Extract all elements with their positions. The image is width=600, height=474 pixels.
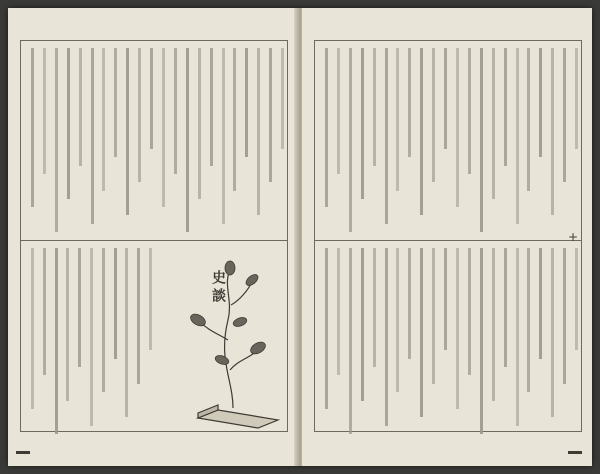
text-column xyxy=(90,248,93,426)
text-column xyxy=(504,248,507,367)
text-column xyxy=(150,48,153,149)
text-column xyxy=(102,248,105,392)
text-column xyxy=(408,248,411,359)
section-heading: 史談 xyxy=(210,270,226,306)
text-column xyxy=(138,48,141,182)
text-column xyxy=(361,48,364,199)
text-column xyxy=(174,48,177,174)
text-column xyxy=(91,48,94,224)
text-column xyxy=(361,248,364,401)
left-lower-text-block xyxy=(26,248,156,434)
text-column xyxy=(527,48,530,191)
left-upper-text-block xyxy=(26,48,288,232)
text-column xyxy=(551,248,554,417)
text-column xyxy=(55,48,58,232)
right-page-mark xyxy=(568,451,582,454)
text-column xyxy=(325,48,328,207)
text-column xyxy=(281,48,284,149)
text-column xyxy=(126,48,129,215)
text-column xyxy=(420,48,423,215)
text-column xyxy=(575,248,578,350)
text-column xyxy=(575,48,578,149)
text-column xyxy=(444,48,447,149)
text-column xyxy=(539,48,542,157)
text-column xyxy=(385,248,388,426)
text-column xyxy=(114,48,117,157)
text-column xyxy=(349,248,352,434)
text-column xyxy=(396,248,399,392)
text-column xyxy=(539,248,542,359)
text-column xyxy=(504,48,507,166)
right-upper-text-block xyxy=(320,48,582,232)
text-column xyxy=(114,248,117,359)
text-column xyxy=(137,248,140,384)
text-column xyxy=(396,48,399,191)
text-column xyxy=(55,248,58,434)
text-column xyxy=(66,248,69,401)
text-column xyxy=(516,248,519,426)
left-page-divider xyxy=(20,240,288,241)
text-column xyxy=(563,48,566,182)
text-column xyxy=(43,48,46,174)
text-column xyxy=(269,48,272,182)
text-column xyxy=(210,48,213,166)
text-column xyxy=(420,248,423,417)
left-page-mark xyxy=(16,451,30,454)
text-column xyxy=(385,48,388,224)
text-column xyxy=(245,48,248,157)
text-column xyxy=(337,248,340,375)
book-spread xyxy=(8,8,592,466)
text-column xyxy=(492,48,495,199)
text-column xyxy=(349,48,352,232)
text-column xyxy=(444,248,447,350)
text-column xyxy=(492,248,495,401)
plant-illustration xyxy=(178,260,288,430)
text-column xyxy=(78,248,81,367)
text-column xyxy=(456,248,459,409)
text-column xyxy=(563,248,566,384)
right-lower-text-block xyxy=(320,248,582,434)
text-column xyxy=(527,248,530,392)
right-page xyxy=(302,8,592,466)
text-column xyxy=(186,48,189,232)
text-column xyxy=(468,48,471,174)
text-column xyxy=(43,248,46,375)
text-column xyxy=(432,48,435,182)
text-column xyxy=(102,48,105,191)
text-column xyxy=(162,48,165,207)
text-column xyxy=(480,248,483,434)
text-column xyxy=(325,248,328,409)
text-column xyxy=(79,48,82,166)
right-page-divider xyxy=(314,240,582,241)
text-column xyxy=(337,48,340,174)
text-column xyxy=(67,48,70,199)
text-column xyxy=(198,48,201,199)
text-column xyxy=(516,48,519,224)
text-column xyxy=(373,48,376,166)
text-column xyxy=(149,248,152,350)
text-column xyxy=(408,48,411,157)
text-column xyxy=(222,48,225,224)
text-column xyxy=(432,248,435,384)
text-column xyxy=(31,48,34,207)
text-column xyxy=(257,48,260,215)
text-column xyxy=(456,48,459,207)
text-column xyxy=(31,248,34,409)
text-column xyxy=(551,48,554,215)
text-column xyxy=(233,48,236,191)
text-column xyxy=(125,248,128,417)
text-column xyxy=(468,248,471,375)
left-page xyxy=(8,8,298,466)
text-column xyxy=(480,48,483,232)
text-column xyxy=(373,248,376,367)
right-register-mark: + xyxy=(568,230,579,244)
